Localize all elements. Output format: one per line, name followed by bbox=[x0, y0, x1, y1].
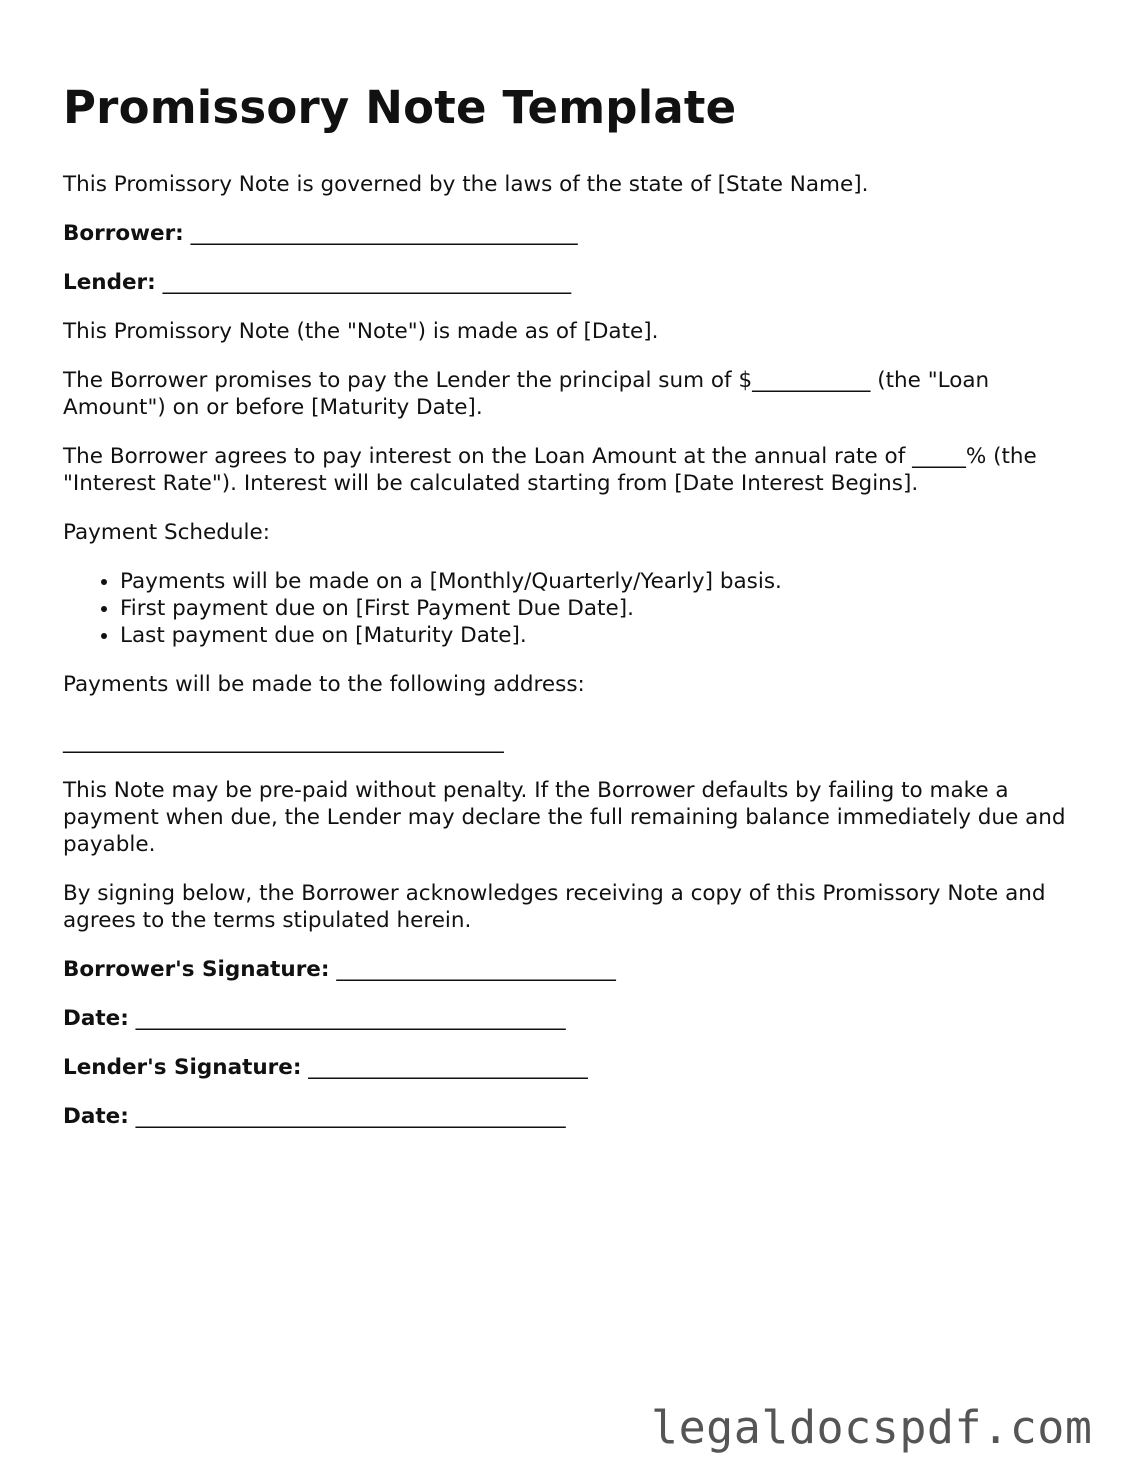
lender-label: Lender: bbox=[63, 270, 156, 295]
lender-date-field bbox=[63, 1103, 1093, 1130]
borrower-label: Borrower: bbox=[63, 221, 184, 246]
document-page bbox=[63, 78, 1093, 1152]
payment-schedule-heading: Payment Schedule: bbox=[63, 520, 271, 545]
list-item: • First payment due on [First Payment Due Date]. bbox=[120, 595, 1093, 622]
lender-signature-label: Lender's Signature: bbox=[63, 1055, 302, 1080]
governing-law-text: This Promissory Note is governed by the laws of the state of [State Name]. bbox=[63, 172, 869, 197]
document-title: Promissory Note Template bbox=[63, 81, 737, 134]
lender-signature-field bbox=[63, 1054, 1093, 1081]
lender-blank: ______________________________________ bbox=[162, 270, 572, 295]
borrower-date-field bbox=[63, 1005, 1093, 1032]
borrower-date-blank: ________________________________________ bbox=[135, 1006, 566, 1031]
borrower-blank: ____________________________________ bbox=[190, 221, 578, 246]
borrower-field bbox=[63, 220, 1093, 247]
principal-text: The Borrower promises to pay the Lender the principal sum of $___________ (the "Loan Amount") on or before [Maturity Date]. bbox=[63, 368, 990, 420]
borrower-signature-label: Borrower's Signature: bbox=[63, 957, 330, 982]
list-item: • Last payment due on [Maturity Date]. bbox=[120, 622, 1093, 649]
borrower-signature-field bbox=[63, 956, 1093, 983]
lender-signature-blank: __________________________ bbox=[308, 1055, 588, 1080]
interest-text: The Borrower agrees to pay interest on the Loan Amount at the annual rate of _____% (the "Interest Rate"). Interest will be calculated starting from [Date Interest Begins]. bbox=[63, 444, 1037, 496]
lender-field bbox=[63, 269, 1093, 296]
payment-schedule-list bbox=[63, 568, 1093, 649]
made-as-of-text: This Promissory Note (the "Note") is made as of [Date]. bbox=[63, 319, 659, 344]
lender-date-label: Date: bbox=[63, 1104, 129, 1129]
lender-date-blank: ________________________________________ bbox=[135, 1104, 566, 1129]
list-item: • Payments will be made on a [Monthly/Quarterly/Yearly] basis. bbox=[120, 568, 1093, 595]
address-heading: Payments will be made to the following address: bbox=[63, 672, 585, 697]
acknowledgement-text: By signing below, the Borrower acknowledges receiving a copy of this Promissory Note and agrees to the terms stipulated herein. bbox=[63, 881, 1046, 933]
borrower-signature-blank: __________________________ bbox=[336, 957, 616, 982]
address-blank: _________________________________________ bbox=[63, 729, 504, 754]
prepayment-text: This Note may be pre-paid without penalty. If the Borrower defaults by failing to make a payment when due, the Lender may declare the full remaining balance immediately due and payable. bbox=[63, 778, 1066, 857]
borrower-date-label: Date: bbox=[63, 1006, 129, 1031]
watermark: legaldocspdf.com bbox=[651, 1401, 1093, 1454]
